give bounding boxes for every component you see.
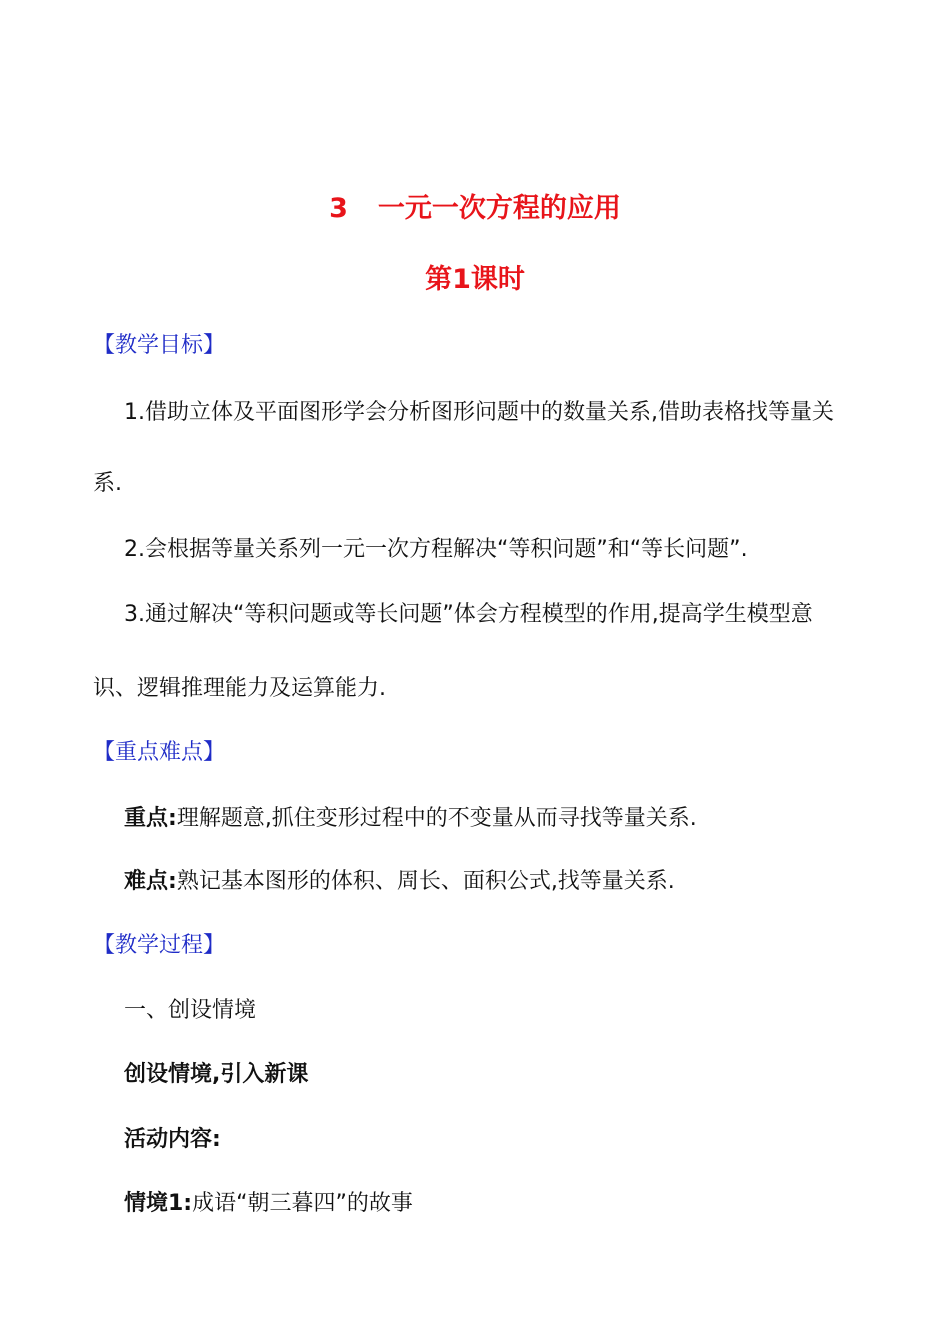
difficulty-text: 熟记基本图形的体积、周长、面积公式,找等量关系. [176, 869, 675, 894]
focus-point [124, 801, 950, 832]
focus-label: 重点: [124, 806, 177, 831]
objective-1-line-1: 1.借助立体及平面图形学会分析图形问题中的数量关系,借助表格找等量关 [124, 400, 834, 425]
title-text: 一元一次方程的应用 [377, 193, 621, 224]
difficulty-point [124, 864, 950, 895]
objective-1-line-2: 系. [93, 471, 122, 496]
title-number: 3 [329, 193, 348, 224]
activity-label: 活动内容: [124, 1127, 221, 1152]
scenario-text: 成语“朝三暮四”的故事 [192, 1191, 413, 1216]
objective-3-line-2: 识、逻辑推理能力及运算能力. [93, 676, 386, 701]
process-heading: 创设情境,引入新课 [124, 1062, 309, 1087]
page-title [0, 186, 950, 225]
process-step-1: 一、创设情境 [124, 998, 257, 1023]
scenario-1 [124, 1186, 950, 1217]
objective-2: 2.会根据等量关系列一元一次方程解决“等积问题”和“等长问题”. [124, 537, 748, 562]
section-objectives-heading: 【教学目标】 [93, 333, 226, 358]
page-subtitle: 第1课时 [425, 264, 525, 295]
scenario-label: 情境1: [124, 1191, 193, 1216]
section-key-points-heading: 【重点难点】 [93, 740, 226, 765]
focus-text: 理解题意,抓住变形过程中的不变量从而寻找等量关系. [176, 806, 697, 831]
difficulty-label: 难点: [124, 869, 177, 894]
objective-3-line-1: 3.通过解决“等积问题或等长问题”体会方程模型的作用,提高学生模型意 [124, 602, 813, 627]
section-process-heading: 【教学过程】 [93, 933, 226, 958]
